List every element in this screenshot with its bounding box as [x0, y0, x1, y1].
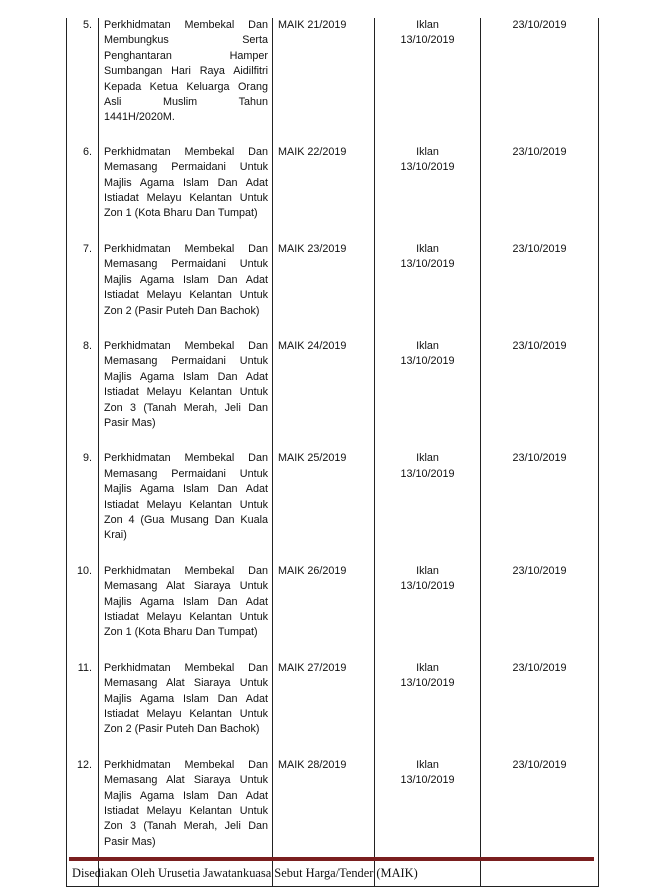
- row-date: 23/10/2019: [481, 564, 599, 641]
- description-line: Memasang Permaidani Untuk: [104, 258, 268, 271]
- description-line: Kepada Ketua Keluarga Orang: [104, 80, 268, 93]
- row-reference: MAIK 21/2019: [273, 18, 375, 126]
- spacer-cell: [481, 126, 599, 145]
- category-line: Iklan: [416, 19, 439, 31]
- spacer-cell: [481, 641, 599, 661]
- row-number: 8.: [67, 339, 99, 431]
- tender-table: [66, 18, 599, 887]
- description-line: Perkhidmatan Membekal Dan: [104, 661, 268, 674]
- table-row: [67, 339, 599, 431]
- description-line: Perkhidmatan Membekal Dan: [104, 145, 268, 158]
- spacer-cell: [67, 222, 99, 242]
- row-category: [375, 451, 481, 543]
- row-spacer: [67, 431, 599, 451]
- description-line: Istiadat Melayu Kelantan Untuk: [104, 805, 268, 818]
- description-line: Memasang Permaidani Untuk: [104, 161, 268, 174]
- description-line: Zon 1 (Kota Bharu Dan Tumpat): [104, 626, 258, 639]
- row-number: 11.: [67, 661, 99, 738]
- description-line: Sumbangan Hari Raya Aidilfitri: [104, 65, 268, 78]
- row-spacer: [67, 738, 599, 758]
- description-line: Majlis Agama Islam Dan Adat: [104, 692, 268, 705]
- spacer-cell: [273, 738, 375, 758]
- row-description: [99, 564, 273, 641]
- row-description: [99, 451, 273, 543]
- description-line: Asli Muslim Tahun: [104, 96, 268, 109]
- spacer-cell: [481, 738, 599, 758]
- row-date: 23/10/2019: [481, 451, 599, 543]
- description-line: Istiadat Melayu Kelantan Untuk: [104, 708, 268, 721]
- row-reference: MAIK 23/2019: [273, 242, 375, 319]
- category-line: Iklan: [416, 661, 439, 674]
- row-number: 5.: [67, 18, 99, 126]
- description-line: Memasang Alat Siaraya Untuk: [104, 677, 268, 690]
- spacer-cell: [67, 738, 99, 758]
- row-date: 23/10/2019: [481, 758, 599, 850]
- spacer-cell: [273, 126, 375, 145]
- spacer-cell: [99, 222, 273, 242]
- description-line: Zon 3 (Tanah Merah, Jeli Dan: [104, 820, 268, 833]
- table-row: [67, 661, 599, 738]
- row-reference: MAIK 24/2019: [273, 339, 375, 431]
- row-date: 23/10/2019: [481, 18, 599, 126]
- description-line: Penghantaran Hamper: [104, 49, 268, 62]
- spacer-cell: [99, 431, 273, 451]
- description-line: Majlis Agama Islam Dan Adat: [104, 370, 268, 383]
- row-reference: MAIK 28/2019: [273, 758, 375, 850]
- category-line: 13/10/2019: [400, 34, 455, 47]
- row-reference: MAIK 27/2019: [273, 661, 375, 738]
- category-line: 13/10/2019: [400, 677, 455, 690]
- description-line: Zon 4 (Gua Musang Dan Kuala: [104, 513, 268, 526]
- description-line: Memasang Permaidani Untuk: [104, 467, 268, 480]
- row-date: 23/10/2019: [481, 661, 599, 738]
- spacer-cell: [67, 319, 99, 339]
- spacer-cell: [99, 544, 273, 564]
- spacer-cell: [375, 641, 481, 661]
- row-category: [375, 564, 481, 641]
- spacer-cell: [273, 222, 375, 242]
- description-line: Perkhidmatan Membekal Dan: [104, 19, 268, 31]
- table-row: [67, 564, 599, 641]
- spacer-cell: [67, 544, 99, 564]
- row-category: [375, 145, 481, 222]
- description-line: Krai): [104, 529, 127, 542]
- row-spacer: [67, 126, 599, 145]
- spacer-cell: [67, 641, 99, 661]
- spacer-cell: [273, 319, 375, 339]
- category-line: Iklan: [416, 758, 439, 771]
- category-line: 13/10/2019: [400, 258, 455, 271]
- spacer-cell: [375, 544, 481, 564]
- spacer-cell: [67, 126, 99, 145]
- row-category: [375, 339, 481, 431]
- description-line: Memasang Permaidani Untuk: [104, 355, 268, 368]
- description-line: Perkhidmatan Membekal Dan: [104, 339, 268, 352]
- spacer-cell: [273, 544, 375, 564]
- spacer-cell: [99, 126, 273, 145]
- spacer-cell: [99, 319, 273, 339]
- description-line: Majlis Agama Islam Dan Adat: [104, 595, 268, 608]
- table-row: [67, 451, 599, 543]
- row-category: [375, 18, 481, 126]
- category-line: Iklan: [416, 452, 439, 465]
- description-line: 1441H/2020M.: [104, 111, 175, 124]
- row-description: [99, 758, 273, 850]
- category-line: Iklan: [416, 145, 439, 158]
- row-number: 10.: [67, 564, 99, 641]
- spacer-cell: [375, 222, 481, 242]
- spacer-cell: [375, 319, 481, 339]
- row-description: [99, 18, 273, 126]
- spacer-cell: [481, 431, 599, 451]
- description-line: Perkhidmatan Membekal Dan: [104, 242, 268, 255]
- row-spacer: [67, 641, 599, 661]
- footer-divider: [69, 857, 594, 861]
- description-line: Memasang Alat Siaraya Untuk: [104, 774, 268, 787]
- description-line: Perkhidmatan Membekal Dan: [104, 452, 268, 465]
- table-row: [67, 18, 599, 126]
- row-spacer: [67, 544, 599, 564]
- category-line: 13/10/2019: [400, 774, 455, 787]
- spacer-cell: [481, 544, 599, 564]
- row-description: [99, 242, 273, 319]
- row-reference: MAIK 26/2019: [273, 564, 375, 641]
- spacer-cell: [375, 738, 481, 758]
- spacer-cell: [99, 641, 273, 661]
- category-line: 13/10/2019: [400, 161, 455, 174]
- spacer-cell: [273, 641, 375, 661]
- row-number: 9.: [67, 451, 99, 543]
- row-category: [375, 758, 481, 850]
- row-category: [375, 242, 481, 319]
- description-line: Pasir Mas): [104, 416, 156, 429]
- description-line: Majlis Agama Islam Dan Adat: [104, 789, 268, 802]
- description-line: Pasir Mas): [104, 835, 156, 848]
- table-row: [67, 145, 599, 222]
- category-line: Iklan: [416, 339, 439, 352]
- description-line: Istiadat Melayu Kelantan Untuk: [104, 386, 268, 399]
- row-number: 7.: [67, 242, 99, 319]
- description-line: Perkhidmatan Membekal Dan: [104, 758, 268, 771]
- row-category: [375, 661, 481, 738]
- spacer-cell: [99, 738, 273, 758]
- row-date: 23/10/2019: [481, 242, 599, 319]
- description-line: Majlis Agama Islam Dan Adat: [104, 483, 268, 496]
- row-reference: MAIK 25/2019: [273, 451, 375, 543]
- table-row: [67, 242, 599, 319]
- description-line: Memasang Alat Siaraya Untuk: [104, 580, 268, 593]
- description-line: Zon 3 (Tanah Merah, Jeli Dan: [104, 401, 268, 414]
- spacer-cell: [481, 850, 599, 887]
- row-date: 23/10/2019: [481, 339, 599, 431]
- description-line: Perkhidmatan Membekal Dan: [104, 564, 268, 577]
- footer-text: Disediakan Oleh Urusetia Jawatankuasa Sebut Harga/Tender (MAIK): [72, 866, 418, 880]
- row-description: [99, 661, 273, 738]
- spacer-cell: [375, 126, 481, 145]
- row-spacer: [67, 222, 599, 242]
- spacer-cell: [375, 431, 481, 451]
- spacer-cell: [273, 431, 375, 451]
- description-line: Istiadat Melayu Kelantan Untuk: [104, 498, 268, 511]
- row-number: 6.: [67, 145, 99, 222]
- description-line: Istiadat Melayu Kelantan Untuk: [104, 611, 268, 623]
- description-line: Zon 1 (Kota Bharu Dan Tumpat): [104, 207, 258, 220]
- description-line: Membungkus Serta: [104, 34, 268, 47]
- description-line: Zon 2 (Pasir Puteh Dan Bachok): [104, 723, 260, 736]
- spacer-cell: [67, 431, 99, 451]
- spacer-cell: [481, 222, 599, 242]
- row-description: [99, 339, 273, 431]
- description-line: Istiadat Melayu Kelantan Untuk: [104, 289, 268, 302]
- row-number: 12.: [67, 758, 99, 850]
- description-line: Istiadat Melayu Kelantan Untuk: [104, 192, 268, 205]
- description-line: Majlis Agama Islam Dan Adat: [104, 176, 268, 189]
- category-line: 13/10/2019: [400, 467, 455, 480]
- row-reference: MAIK 22/2019: [273, 145, 375, 222]
- category-line: 13/10/2019: [400, 580, 455, 593]
- description-line: Zon 2 (Pasir Puteh Dan Bachok): [104, 304, 260, 317]
- row-spacer: [67, 319, 599, 339]
- table-row: [67, 758, 599, 850]
- category-line: 13/10/2019: [400, 355, 455, 368]
- category-line: Iklan: [416, 242, 439, 255]
- row-date: 23/10/2019: [481, 145, 599, 222]
- description-line: Majlis Agama Islam Dan Adat: [104, 273, 268, 286]
- tender-table-body: [67, 18, 599, 887]
- row-description: [99, 145, 273, 222]
- spacer-cell: [481, 319, 599, 339]
- category-line: Iklan: [416, 564, 439, 577]
